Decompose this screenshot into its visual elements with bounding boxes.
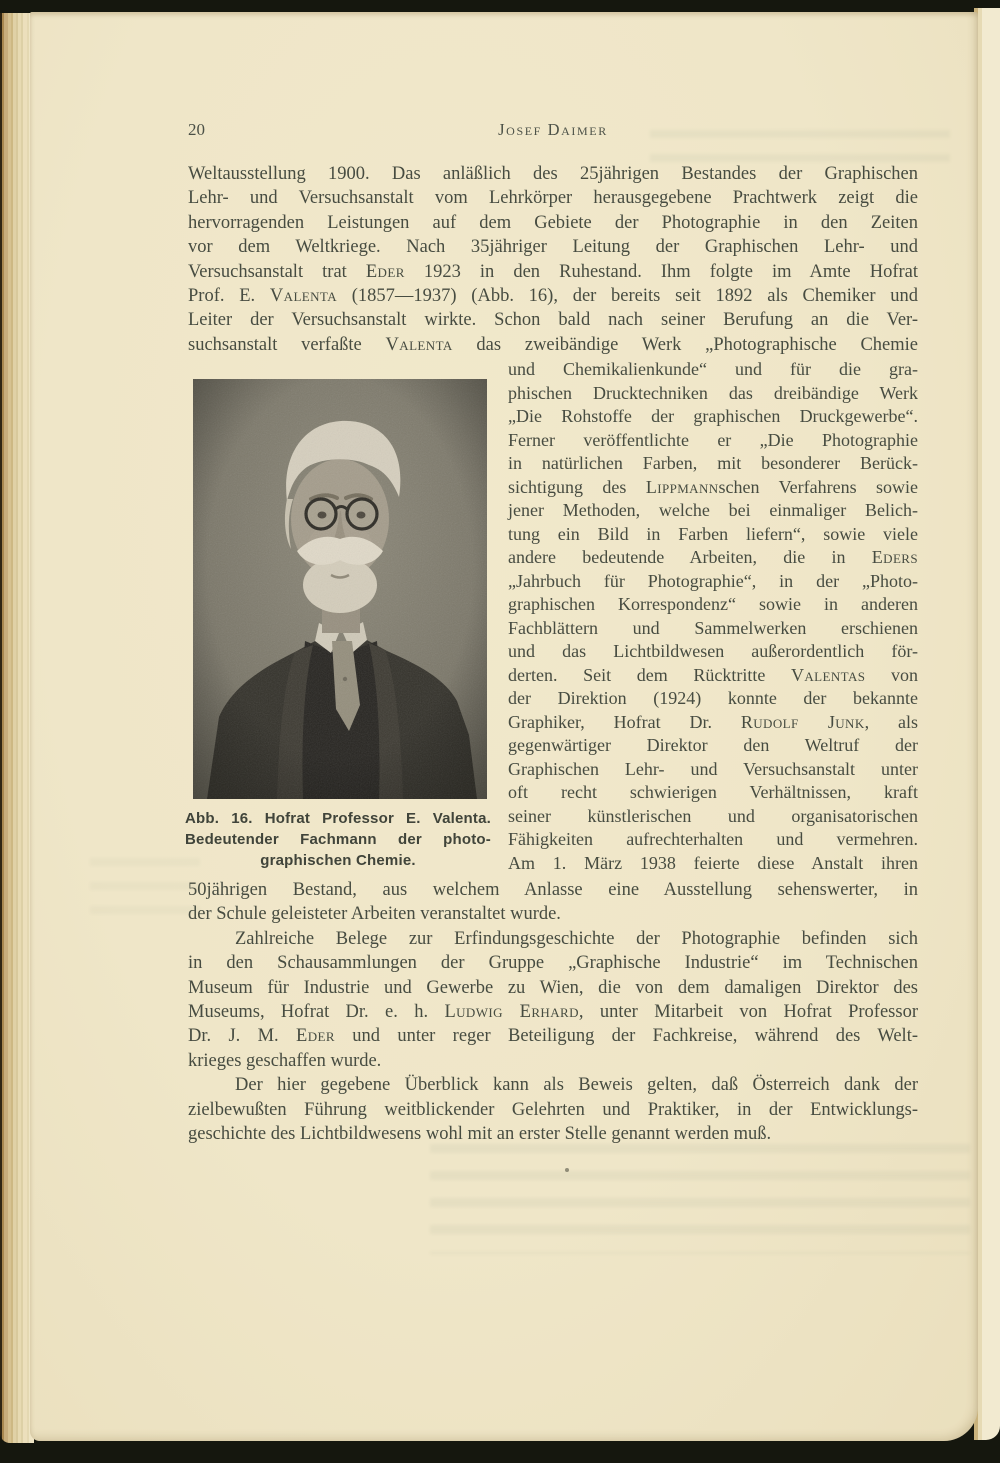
text-line	[508, 546, 918, 570]
text-segment: Am 1. März 1938 feierte diese Anstalt ihren	[508, 852, 918, 873]
bleedthrough-artifact	[90, 858, 200, 918]
text-line	[508, 734, 918, 758]
text-line	[508, 711, 918, 735]
text-segment: Museum für Industrie und Gewerbe zu Wien, die von dem damaligen Direktor des	[188, 977, 918, 998]
text-segment: oft recht schwierigen Verhältnissen, kraft	[508, 782, 918, 802]
text-line	[508, 429, 918, 453]
text-line	[508, 758, 918, 782]
portrait-photo	[193, 379, 487, 799]
text-segment: Leiter der Versuchsanstalt wirkte. Schon bald nach seiner Berufung an die Ver-	[188, 310, 918, 331]
text-segment: in den Schausammlungen der Gruppe „Graphische Industrie“ im Technischen	[188, 953, 918, 974]
text-segment: jener Methoden, welche bei einmaliger Belich-	[508, 500, 918, 520]
running-head	[188, 120, 918, 146]
text-line	[508, 805, 918, 829]
text-line	[508, 687, 918, 711]
text-line	[188, 976, 918, 1000]
text-line	[188, 951, 918, 975]
small-caps-name: Lippmann	[645, 476, 719, 497]
text-line	[188, 260, 918, 284]
text-line	[508, 664, 918, 688]
text-segment: 50jährigen Bestand, aus welchem Anlasse eine Ausstellung sehenswerter, in	[188, 880, 918, 900]
caption-line: Abb. 16. Hofrat Professor E. Valenta.	[185, 810, 491, 827]
text-line	[188, 1122, 918, 1146]
text-segment: krieges geschaffen wurde.	[188, 1050, 382, 1071]
text-line	[508, 570, 918, 594]
text-line	[188, 1049, 918, 1073]
text-segment: gegenwärtiger Direktor den Weltruf der	[508, 735, 918, 755]
caption-line: Bedeutender Fachmann der photo-	[185, 831, 491, 848]
text-segment: Weltausstellung 1900. Das anläßlich des 25jährigen Bestandes der Graphischen	[188, 164, 918, 184]
running-title: Josef Daimer	[498, 120, 608, 139]
text-line	[188, 1098, 918, 1122]
text-segment: Fähigkeiten aufrechterhalten und vermehren.	[508, 829, 918, 849]
text-line	[188, 308, 918, 332]
text-line	[188, 1000, 918, 1024]
text-segment: „Die Rohstoffe der graphischen Druckgewerbe“.	[508, 406, 918, 426]
text-segment: und Chemikalienkunde“ und für die gra-	[508, 359, 918, 379]
text-segment: Graphischen Lehr- und Versuchsanstalt unter	[508, 758, 918, 779]
small-caps-name: Ludwig Erhard	[444, 1002, 579, 1023]
text-segment: Prof. E.	[188, 286, 270, 307]
small-caps-name: Valentas	[790, 664, 866, 685]
small-caps-name: Valenta	[385, 334, 453, 355]
text-segment: andere bedeutende Arbeiten, die in	[508, 547, 872, 567]
text-line	[188, 1073, 918, 1097]
small-caps-name: Eder	[296, 1026, 335, 1047]
text-segment: Dr. J. M.	[188, 1026, 297, 1047]
text-line	[508, 617, 918, 641]
book-page	[30, 12, 978, 1441]
text-line	[508, 452, 918, 476]
text-line	[508, 781, 918, 805]
text-segment: Zahlreiche Belege zur Erfindungsgeschichte der Photographie befinden sich	[235, 928, 918, 949]
text-line	[188, 927, 918, 951]
text-segment: „Jahrbuch für Photographie“, in der „Photo-	[508, 570, 918, 591]
text-segment: und unter reger Beteiligung der Fachkreise, während des Welt-	[334, 1026, 918, 1047]
ink-speck	[565, 1168, 569, 1172]
page-stack-edge-left	[0, 13, 34, 1443]
text-line	[188, 211, 918, 235]
text-line	[188, 186, 918, 210]
text-segment: , als	[864, 711, 918, 732]
text-segment: suchsanstalt verfaßte	[188, 334, 386, 355]
text-segment: graphischen Korrespondenz“ sowie in anderen	[508, 594, 918, 614]
text-line	[508, 499, 918, 523]
text-segment: und das Lichtbildwesen außerordentlich för-	[508, 641, 918, 661]
text-segment: Versuchsanstalt trat	[188, 261, 366, 282]
text-line	[188, 902, 918, 926]
text-line	[188, 162, 918, 186]
text-segment: schen Verfahrens sowie	[718, 476, 918, 497]
text-segment: seiner künstlerischen und organisatorischen	[508, 805, 918, 826]
text-line	[508, 828, 918, 852]
text-segment: (1857—1937) (Abb. 16), der bereits seit 1892 als Chemiker und	[337, 286, 918, 307]
portrait-figure	[193, 379, 487, 799]
text-line	[508, 593, 918, 617]
text-segment: Lehr- und Versuchsanstalt vom Lehrkörper herausgegebene Prachtwerk zeigt die	[188, 188, 918, 209]
bleedthrough-artifact	[430, 1144, 970, 1254]
text-line	[508, 405, 918, 429]
text-segment: der Direktion (1924) konnte der bekannte	[508, 688, 918, 708]
text-segment: Museums, Hofrat Dr. e. h.	[188, 1002, 445, 1023]
text-segment: derten. Seit dem Rücktritte	[508, 664, 791, 685]
text-line	[508, 358, 918, 382]
text-segment: Ferner veröffentlichte er „Die Photographie	[508, 429, 918, 450]
text-segment: tung ein Bild in Farben liefern“, sowie viele	[508, 523, 918, 544]
text-segment: vor dem Weltkriege. Nach 35jähriger Leitung der Graphischen Lehr- und	[188, 237, 918, 258]
text-segment: das zweibändige Werk „Photographische Chemie	[452, 334, 918, 355]
text-segment: , unter Mitarbeit von Hofrat Professor	[578, 1002, 918, 1023]
text-line	[508, 640, 918, 664]
text-segment: sichtigung des	[508, 476, 646, 497]
body-text-right-column	[508, 358, 918, 875]
text-segment: zielbewußten Führung weitblickender Gelehrten und Praktiker, in der Entwicklungs-	[188, 1099, 918, 1120]
text-segment: in natürlichen Farben, mit besonderer Berück-	[508, 453, 918, 473]
body-text-top	[188, 162, 918, 357]
text-line	[188, 333, 918, 357]
small-caps-name: Valenta	[269, 286, 337, 307]
small-caps-name: Rudolf Junk	[740, 711, 865, 732]
text-line	[188, 878, 918, 902]
figure-caption	[185, 808, 491, 871]
caption-line: graphischen Chemie.	[260, 852, 416, 869]
small-caps-name: Eder	[365, 261, 405, 282]
text-segment: phischen Drucktechniken das dreibändige Werk	[508, 382, 918, 403]
text-line	[508, 476, 918, 500]
text-line	[508, 382, 918, 406]
text-segment: der Schule geleisteter Arbeiten veranstaltet wurde.	[188, 904, 561, 925]
text-segment: hervorragenden Leistungen auf dem Gebiete der Photographie in den Zeiten	[188, 212, 918, 233]
text-segment: geschichte des Lichtbildwesens wohl mit an erster Stelle genannt werden muß.	[188, 1124, 772, 1145]
text-line	[508, 523, 918, 547]
vignette	[193, 379, 487, 799]
text-segment: Der hier gegebene Überblick kann als Beweis gelten, daß Österreich dank der	[235, 1075, 918, 1096]
text-line	[188, 1024, 918, 1048]
text-line	[188, 235, 918, 259]
text-segment: von	[865, 664, 919, 685]
text-segment: Fachblättern und Sammelwerken erschienen	[508, 617, 918, 638]
text-line	[508, 852, 918, 876]
text-segment: 1923 in den Ruhestand. Ihm folgte im Amte Hofrat	[404, 261, 918, 282]
text-line	[188, 284, 918, 308]
text-segment: Graphiker, Hofrat Dr.	[508, 711, 741, 732]
small-caps-name: Eders	[871, 547, 918, 567]
body-text-bottom	[188, 878, 918, 1146]
page-number: 20	[188, 120, 205, 139]
